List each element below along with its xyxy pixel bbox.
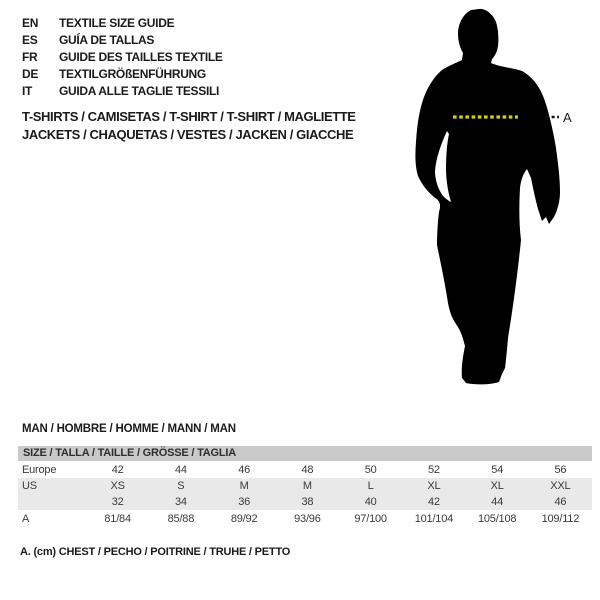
language-title: GUÍA DE TALLAS: [59, 32, 155, 47]
table-row-europe: [18, 461, 592, 478]
size-cell: 89/92: [230, 512, 258, 525]
list-item: [22, 82, 223, 99]
size-cell: 32: [111, 496, 124, 508]
size-cell: 42: [427, 496, 440, 508]
table-row-us: [18, 478, 592, 494]
row-label: A: [22, 512, 30, 525]
language-code: IT: [22, 83, 33, 98]
size-cell: 52: [427, 463, 440, 476]
size-cell: L: [367, 480, 374, 492]
size-cell: 105/108: [477, 512, 517, 525]
size-cell: 81/84: [104, 512, 131, 525]
language-title: TEXTILGRÖßENFÜHRUNG: [59, 66, 206, 81]
size-cell: M: [302, 480, 312, 492]
size-cell: 50: [364, 463, 377, 476]
list-item: [22, 14, 223, 31]
size-cell: 54: [491, 463, 504, 476]
size-cell: XXL: [550, 480, 571, 492]
garment-categories: [22, 108, 356, 144]
list-item: [22, 31, 223, 48]
size-cell: 34: [174, 496, 187, 508]
size-cell: 46: [554, 496, 567, 508]
chest-measure-note: A. (cm) CHEST / PECHO / POITRINE / TRUHE / PETTO: [20, 546, 291, 558]
size-cell: XL: [490, 480, 504, 492]
language-code: EN: [22, 15, 39, 30]
category-tshirts: T-SHIRTS / CAMISETAS / T-SHIRT / T-SHIRT / MAGLIETTE: [22, 109, 356, 124]
table-row-chest-cm: [18, 510, 592, 527]
language-code: ES: [22, 32, 38, 47]
language-code: FR: [22, 49, 38, 64]
category-jackets: JACKETS / CHAQUETAS / VESTES / JACKEN / GIACCHE: [22, 127, 354, 142]
size-cell: 93/96: [294, 512, 321, 525]
man-silhouette: [415, 9, 560, 385]
size-cell: M: [239, 480, 249, 492]
gender-heading: MAN / HOMBRE / HOMME / MANN / MAN: [22, 423, 236, 435]
size-cell: 101/104: [414, 512, 454, 525]
language-title: GUIDE DES TAILLES TEXTILE: [59, 49, 223, 64]
measurement-marker-label: A: [563, 110, 572, 125]
language-list: [22, 14, 223, 99]
size-cell: 36: [238, 496, 251, 508]
list-item: [22, 65, 223, 82]
language-title: TEXTILE SIZE GUIDE: [59, 15, 175, 30]
size-cell: 44: [174, 463, 187, 476]
size-cell: 109/112: [541, 512, 580, 525]
man-silhouette-figure: [405, 8, 600, 400]
list-item: [22, 48, 223, 65]
row-label: Europe: [22, 463, 57, 476]
size-cell: 48: [301, 463, 314, 476]
table-row-uk: [18, 494, 592, 510]
size-table-header: SIZE / TALLA / TAILLE / GRÖSSE / TAGLIA: [18, 446, 592, 461]
size-cell: S: [177, 480, 185, 492]
language-title: GUIDA ALLE TAGLIE TESSILI: [59, 83, 220, 98]
size-cell: 56: [554, 463, 567, 476]
row-label: US: [22, 480, 37, 492]
language-code: DE: [22, 66, 39, 81]
size-table: [18, 446, 592, 527]
size-cell: 85/88: [167, 512, 195, 525]
size-cell: 44: [491, 496, 504, 508]
size-cell: 46: [238, 463, 251, 476]
size-cell: 40: [364, 496, 377, 508]
size-cell: 97/100: [354, 512, 387, 525]
size-cell: XS: [110, 480, 125, 492]
size-cell: 42: [111, 463, 124, 476]
size-cell: 38: [301, 496, 314, 508]
size-cell: XL: [427, 480, 441, 492]
